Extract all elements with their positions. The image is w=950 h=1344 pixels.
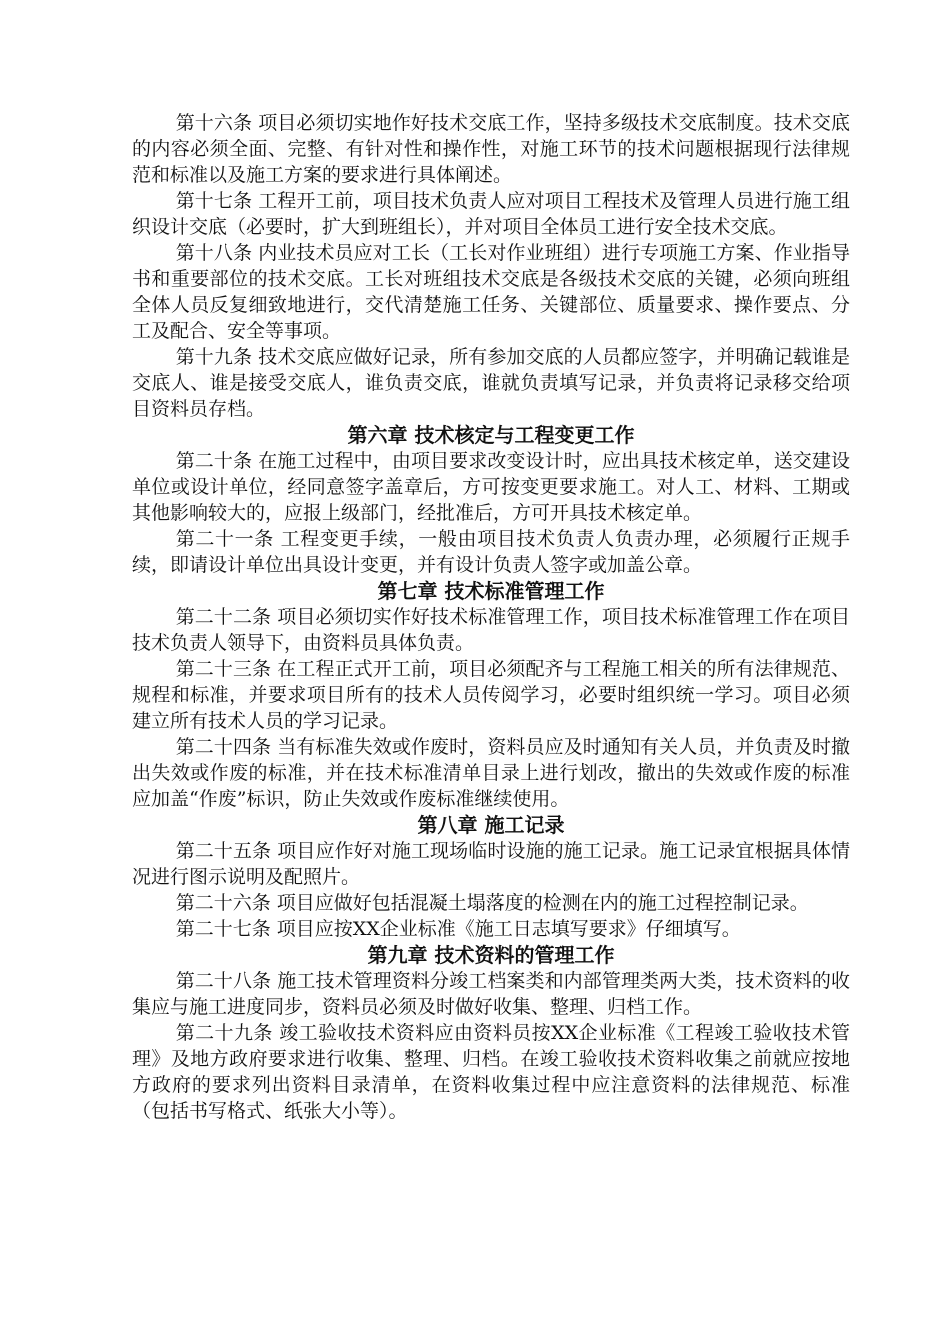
article-16: 第十六条 项目必须切实地作好技术交底工作，坚持多级技术交底制度。技术交底的内容必须全面、完整、有针对性和操作性，对施工环节的技术问题根据现行法律规范和标准以及施工方案的要求进行具体阐述。 bbox=[132, 112, 850, 186]
chapter-7-heading: 第七章 技术标准管理工作 bbox=[377, 579, 605, 603]
chapter-8-heading: 第八章 施工记录 bbox=[417, 813, 565, 837]
document-page bbox=[132, 110, 850, 1124]
article-23: 第二十三条 在工程正式开工前，项目必须配齐与工程施工相关的所有法律规范、规程和标准，并要求项目所有的技术人员传阅学习，必要时组织统一学习。项目必须建立所有技术人员的学习记录。 bbox=[132, 658, 850, 732]
chapter-6-heading: 第六章 技术核定与工程变更工作 bbox=[347, 423, 635, 447]
article-28: 第二十八条 施工技术管理资料分竣工档案类和内部管理类两大类，技术资料的收集应与施工进度同步，资料员必须及时做好收集、整理、归档工作。 bbox=[132, 970, 850, 1018]
article-17: 第十七条 工程开工前，项目技术负责人应对项目工程技术及管理人员进行施工组织设计交底（必要时，扩大到班组长），并对项目全体员工进行安全技术交底。 bbox=[132, 190, 850, 238]
article-19: 第十九条 技术交底应做好记录，所有参加交底的人员都应签字，并明确记载谁是交底人、谁是接受交底人，谁负责交底，谁就负责填写记录，并负责将记录移交给项目资料员存档。 bbox=[132, 346, 850, 420]
article-18: 第十八条 内业技术员应对工长（工长对作业班组）进行专项施工方案、作业指导书和重要部位的技术交底。工长对班组技术交底是各级技术交底的关键，必须向班组全体人员反复细致地进行，交代清楚施工任务、关键部位、质量要求、操作要点、分工及配合、安全等事项。 bbox=[132, 242, 850, 342]
article-20: 第二十条 在施工过程中，由项目要求改变设计时，应出具技术核定单，送交建设单位或设计单位，经同意签字盖章后，方可按变更要求施工。对人工、材料、工期或其他影响较大的，应报上级部门，经批准后，方可开具技术核定单。 bbox=[132, 450, 850, 524]
article-27: 第二十七条 项目应按XX企业标准《施工日志填写要求》仔细填写。 bbox=[175, 918, 741, 940]
article-25: 第二十五条 项目应作好对施工现场临时设施的施工记录。施工记录宜根据具体情况进行图示说明及配照片。 bbox=[132, 840, 850, 888]
article-24: 第二十四条 当有标准失效或作废时，资料员应及时通知有关人员，并负责及时撤出失效或作废的标准，并在技术标准清单目录上进行划改，撤出的失效或作废的标准应加盖“作废”标识，防止失效或作废标准继续使用。 bbox=[132, 736, 850, 810]
article-26: 第二十六条 项目应做好包括混凝土塌落度的检测在内的施工过程控制记录。 bbox=[175, 892, 809, 914]
chapter-9-heading: 第九章 技术资料的管理工作 bbox=[367, 943, 615, 967]
article-22: 第二十二条 项目必须切实作好技术标准管理工作，项目技术标准管理工作在项目技术负责人领导下，由资料员具体负责。 bbox=[132, 606, 850, 654]
article-29: 第二十九条 竣工验收技术资料应由资料员按XX企业标准《工程竣工验收技术管理》及地方政府要求进行收集、整理、归档。在竣工验收技术资料收集之前就应按地方政府的要求列出资料目录清单，在资料收集过程中应注意资料的法律规范、标准（包括书写格式、纸张大小等）。 bbox=[132, 1022, 850, 1122]
article-21: 第二十一条 工程变更手续，一般由项目技术负责人负责办理，必须履行正规手续，即请设计单位出具设计变更，并有设计负责人签字或加盖公章。 bbox=[132, 528, 850, 576]
